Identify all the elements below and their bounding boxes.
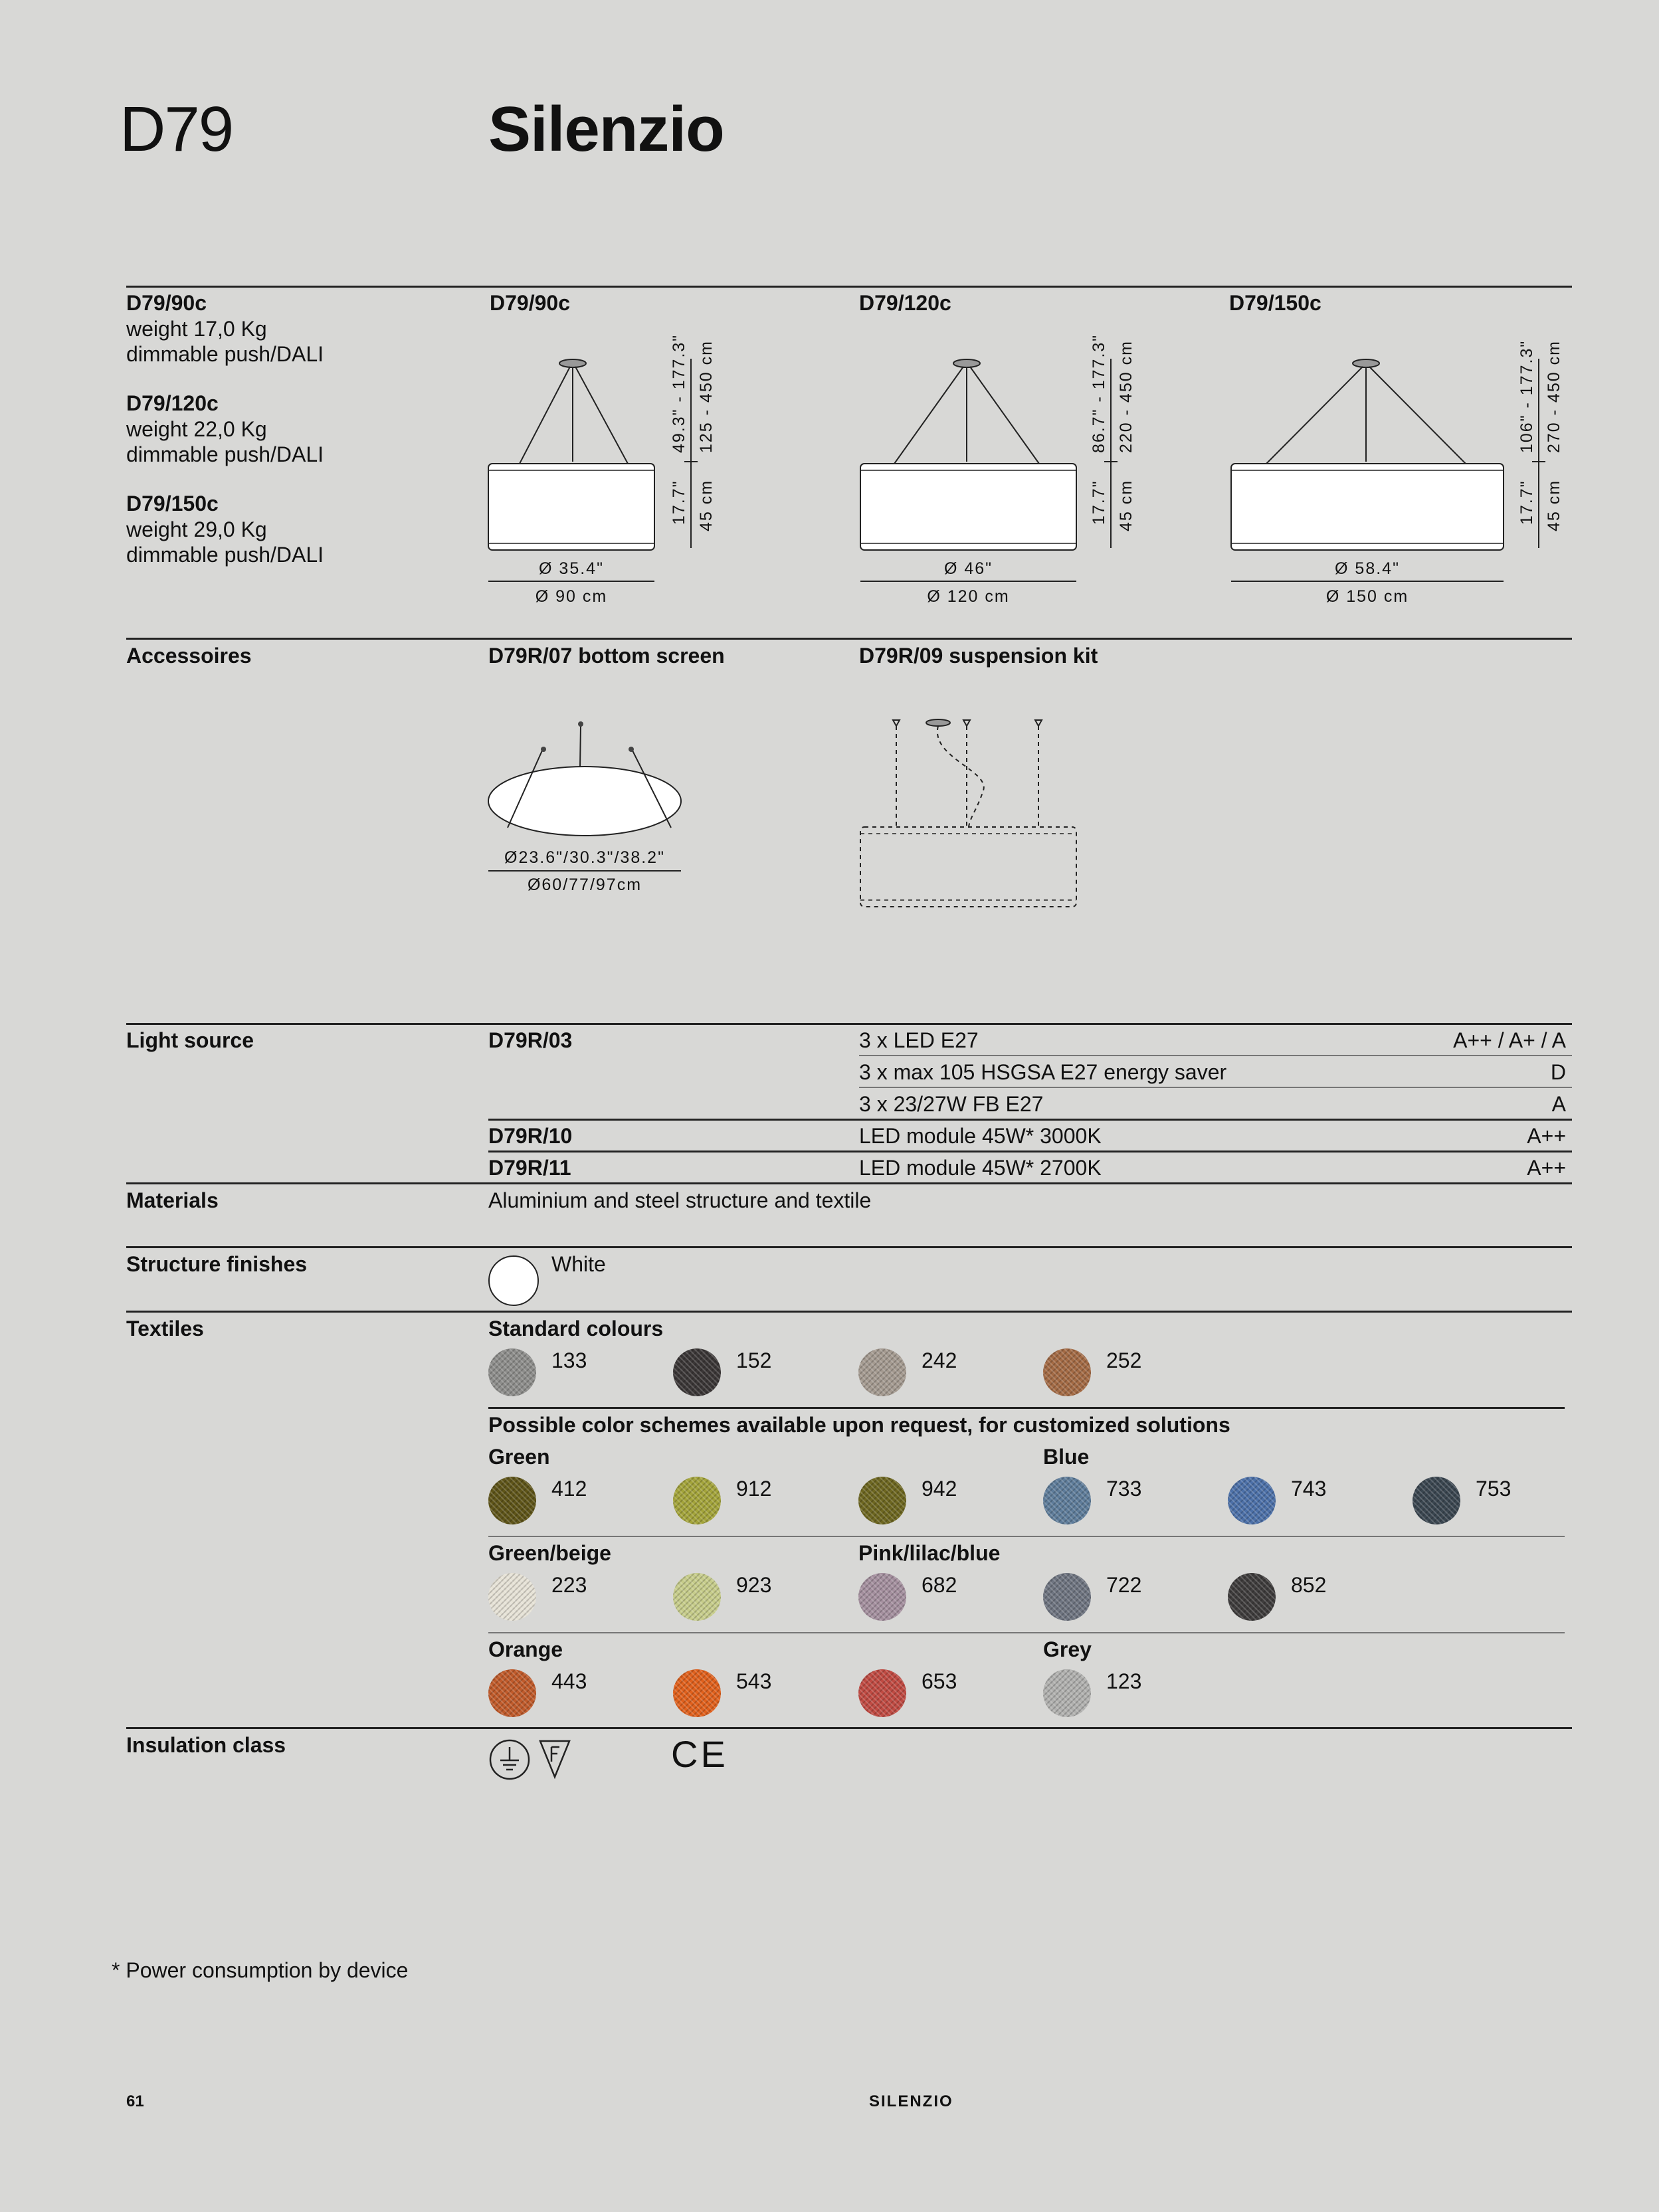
diameter-inches: Ø 35.4" xyxy=(539,559,604,578)
light-source-label: Light source xyxy=(126,1028,254,1052)
model-name: D79/90c xyxy=(126,291,207,315)
textile-swatch xyxy=(488,1477,536,1524)
drawing-title: D79/150c xyxy=(1229,291,1321,315)
textile-swatch xyxy=(673,1669,721,1717)
textile-swatch xyxy=(1413,1477,1460,1524)
light-source-code: D79R/11 xyxy=(488,1156,571,1180)
screen-diameter-cm: Ø60/77/97cm xyxy=(527,876,642,894)
energy-class: A++ xyxy=(1527,1156,1566,1180)
energy-class: A++ xyxy=(1527,1124,1566,1148)
divider xyxy=(126,1182,1572,1184)
divider xyxy=(126,1311,1572,1313)
structure-finishes-label: Structure finishes xyxy=(126,1252,308,1276)
group-title-orange: Orange xyxy=(488,1637,563,1661)
finish-swatch-white xyxy=(488,1255,539,1306)
bottom-screen-title: D79R/07 bottom screen xyxy=(488,644,725,668)
textile-code: 733 xyxy=(1106,1477,1142,1501)
page-title: Silenzio xyxy=(488,94,724,165)
diameter-cm: Ø 150 cm xyxy=(1325,587,1409,606)
divider xyxy=(488,1536,1565,1537)
textile-swatch xyxy=(488,1669,536,1717)
textile-code: 242 xyxy=(922,1348,957,1372)
model-name: D79/150c xyxy=(126,492,219,515)
height-inches: 49.3" - 177.3" xyxy=(670,333,688,453)
accessories-label: Accessoires xyxy=(126,644,252,668)
footer-section: SILENZIO xyxy=(869,2092,953,2110)
textile-swatch xyxy=(673,1573,721,1621)
light-source-desc: LED module 45W* 3000K xyxy=(859,1124,1102,1148)
textile-code: 412 xyxy=(551,1477,587,1501)
diameter-inches: Ø 46" xyxy=(943,559,993,578)
textile-code: 133 xyxy=(551,1348,587,1372)
screen-diameter-inches: Ø23.6"/30.3"/38.2" xyxy=(504,848,665,867)
textile-code: 942 xyxy=(922,1477,957,1501)
drawing-title: D79/120c xyxy=(859,291,951,315)
drawing-title: D79/90c xyxy=(490,291,570,315)
textile-swatch xyxy=(858,1348,906,1396)
model-control: dimmable push/DALI xyxy=(126,342,324,366)
divider xyxy=(126,1246,1572,1248)
body-height-cm: 45 cm xyxy=(1117,479,1135,531)
height-cm: 220 - 450 cm xyxy=(1117,340,1135,453)
divider xyxy=(488,581,654,582)
textile-swatch xyxy=(673,1348,721,1396)
textile-swatch xyxy=(858,1669,906,1717)
dimension-line xyxy=(1104,359,1118,551)
divider xyxy=(488,1151,1572,1152)
textile-code: 682 xyxy=(922,1573,957,1597)
divider xyxy=(860,581,1076,582)
materials-value: Aluminium and steel structure and textile xyxy=(488,1188,872,1212)
body-height-cm: 45 cm xyxy=(1545,479,1563,531)
textile-swatch xyxy=(1228,1477,1276,1524)
textile-code: 123 xyxy=(1106,1669,1142,1693)
textile-swatch xyxy=(673,1477,721,1524)
materials-label: Materials xyxy=(126,1188,219,1212)
ce-mark: CE xyxy=(671,1733,728,1775)
divider xyxy=(859,1087,1572,1088)
textile-code: 923 xyxy=(736,1573,772,1597)
dimension-line xyxy=(684,359,698,551)
divider xyxy=(126,1727,1572,1729)
insulation-label: Insulation class xyxy=(126,1733,286,1757)
suspension-kit-title: D79R/09 suspension kit xyxy=(859,644,1098,668)
divider xyxy=(126,638,1572,640)
textile-swatch xyxy=(488,1573,536,1621)
textile-swatch xyxy=(488,1348,536,1396)
divider xyxy=(488,1632,1565,1633)
energy-class: A++ / A+ / A xyxy=(1453,1028,1566,1052)
group-title-pink: Pink/lilac/blue xyxy=(858,1541,1001,1565)
model-weight: weight 22,0 Kg xyxy=(126,417,267,441)
textile-code: 743 xyxy=(1291,1477,1327,1501)
textile-code: 443 xyxy=(551,1669,587,1693)
custom-colours-title: Possible color schemes available upon request, for customized solutions xyxy=(488,1413,1230,1437)
light-source-code: D79R/10 xyxy=(488,1124,573,1148)
textile-code: 252 xyxy=(1106,1348,1142,1372)
divider xyxy=(859,1055,1572,1056)
divider xyxy=(488,1407,1565,1409)
light-source-desc: LED module 45W* 2700K xyxy=(859,1156,1102,1180)
textile-swatch xyxy=(1043,1573,1091,1621)
textile-swatch xyxy=(1228,1573,1276,1621)
light-source-desc: 3 x LED E27 xyxy=(859,1028,979,1052)
pendant-drawing-120 xyxy=(857,352,1083,558)
divider xyxy=(126,1023,1572,1025)
pendant-drawing-90 xyxy=(485,352,684,558)
light-source-desc: 3 x max 105 HSGSA E27 energy saver xyxy=(859,1060,1227,1084)
light-source-desc: 3 x 23/27W FB E27 xyxy=(859,1092,1044,1116)
light-source-code: D79R/03 xyxy=(488,1028,573,1052)
group-title-grey: Grey xyxy=(1043,1637,1092,1661)
body-height-inches: 17.7" xyxy=(1517,480,1536,525)
page-number: 61 xyxy=(126,2092,144,2110)
divider xyxy=(126,286,1572,288)
group-title-green: Green xyxy=(488,1445,550,1469)
diameter-inches: Ø 58.4" xyxy=(1335,559,1400,578)
model-weight: weight 17,0 Kg xyxy=(126,317,267,341)
dimension-line xyxy=(1532,359,1545,551)
divider xyxy=(488,1119,1572,1121)
model-name: D79/120c xyxy=(126,391,219,415)
diameter-cm: Ø 90 cm xyxy=(535,587,608,606)
finish-name: White xyxy=(551,1252,606,1276)
footnote: * Power consumption by device xyxy=(112,1958,409,1982)
product-code: D79 xyxy=(120,94,233,165)
model-control: dimmable push/DALI xyxy=(126,442,324,466)
textile-code: 223 xyxy=(551,1573,587,1597)
textile-code: 653 xyxy=(922,1669,957,1693)
f-mark-icon xyxy=(538,1739,571,1779)
textile-code: 753 xyxy=(1476,1477,1512,1501)
group-title-blue: Blue xyxy=(1043,1445,1090,1469)
body-height-inches: 17.7" xyxy=(1090,480,1108,525)
textile-code: 152 xyxy=(736,1348,772,1372)
model-control: dimmable push/DALI xyxy=(126,543,324,567)
diameter-cm: Ø 120 cm xyxy=(927,587,1010,606)
textile-swatch xyxy=(1043,1348,1091,1396)
height-cm: 125 - 450 cm xyxy=(697,340,716,453)
textile-code: 912 xyxy=(736,1477,772,1501)
energy-class: A xyxy=(1551,1092,1566,1116)
textile-code: 852 xyxy=(1291,1573,1327,1597)
textile-swatch xyxy=(858,1573,906,1621)
suspension-kit-drawing xyxy=(857,717,1083,917)
textile-swatch xyxy=(858,1477,906,1524)
group-title-green-beige: Green/beige xyxy=(488,1541,611,1565)
divider xyxy=(488,870,681,872)
textile-swatch xyxy=(1043,1477,1091,1524)
textile-code: 543 xyxy=(736,1669,772,1693)
height-cm: 270 - 450 cm xyxy=(1545,340,1563,453)
earth-ground-icon xyxy=(489,1739,530,1780)
height-inches: 106" - 177.3" xyxy=(1517,339,1536,453)
body-height-cm: 45 cm xyxy=(697,479,716,531)
textile-code: 722 xyxy=(1106,1573,1142,1597)
textiles-label: Textiles xyxy=(126,1317,204,1340)
textile-swatch xyxy=(1043,1669,1091,1717)
standard-colours-title: Standard colours xyxy=(488,1317,664,1340)
pendant-drawing-150 xyxy=(1228,352,1507,558)
divider xyxy=(1231,581,1504,582)
height-inches: 86.7" - 177.3" xyxy=(1090,333,1108,453)
body-height-inches: 17.7" xyxy=(670,480,688,525)
model-weight: weight 29,0 Kg xyxy=(126,517,267,541)
energy-class: D xyxy=(1550,1060,1566,1084)
bottom-screen-drawing xyxy=(485,717,691,837)
